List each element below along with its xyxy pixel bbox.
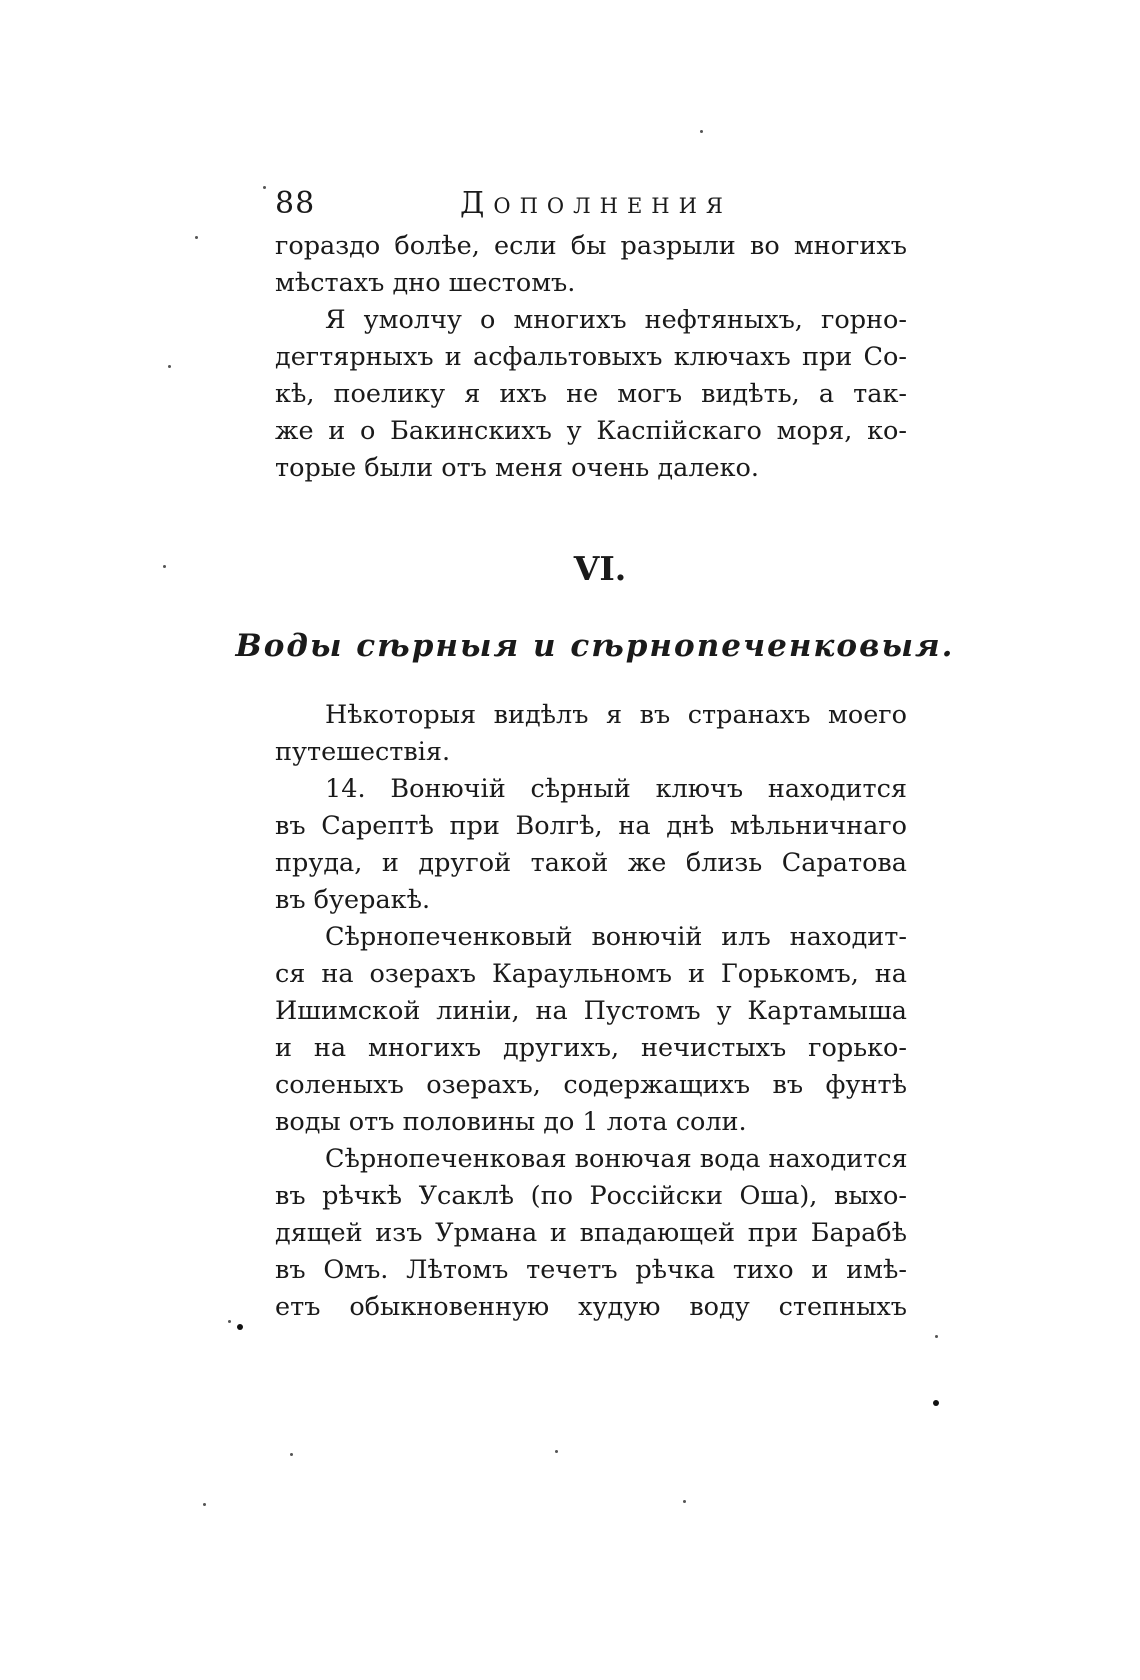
text-line: торые были отъ меня очень далеко. [275,453,760,483]
scan-speck [933,1400,939,1406]
scan-speck [555,1450,558,1453]
page-header [275,186,915,230]
text-line: въ рѣчкѣ Усаклѣ (по Россійски Оша), выхо- [275,1181,907,1211]
section-number: VI. [573,549,627,588]
text-line: въ Сарептѣ при Волгѣ, на днѣ мѣльничнаго [275,811,907,841]
text-line: Сѣрнопеченковый вонючій илъ находит- [325,922,907,952]
text-line: дегтярныхъ и асфальтовыхъ ключахъ при Со- [275,342,907,372]
scan-speck [228,1320,231,1323]
text-line: же и о Бакинскихъ у Каспійскаго моря, ко- [275,416,907,446]
scan-speck [700,130,703,133]
paragraph-block-2 [275,697,907,1326]
text-line: въ Омъ. Лѣтомъ течетъ рѣчка тихо и имѣ- [275,1255,907,1285]
text-line: дящей изъ Урмана и впадающей при Барабѣ [275,1218,907,1248]
paragraph-block-1 [275,228,907,487]
text-line: пруда, и другой такой же близь Саратова [275,848,907,878]
text-line: путешествія. [275,737,451,767]
text-line: кѣ, поелику я ихъ не могъ видѣть, а так- [275,379,907,409]
text-line: соленыхъ озерахъ, содержащихъ въ фунтѣ [275,1070,907,1100]
text-line: етъ обыкновенную худую воду степныхъ [275,1292,907,1322]
scan-speck [163,565,166,568]
text-line: Я умолчу о многихъ нефтяныхъ, горно- [325,305,907,335]
scan-speck [237,1324,243,1330]
scan-speck [203,1503,206,1506]
text-line: Сѣрнопеченковая вонючая вода находится [325,1144,908,1174]
page-number: 88 [275,186,316,221]
text-line: мѣстахъ дно шестомъ. [275,268,576,298]
text-line: Нѣкоторыя видѣлъ я въ странахъ моего [325,700,907,730]
scan-speck [195,236,198,239]
text-line: въ буеракѣ. [275,885,431,915]
text-line: воды отъ половины до 1 лота соли. [275,1107,747,1137]
section-title: Воды сѣрныя и сѣрнопеченковыя. [235,628,955,664]
scan-speck [683,1500,686,1503]
scan-speck [935,1335,938,1338]
text-line: Ишимской линіи, на Пустомъ у Картамыша [275,996,907,1026]
scan-speck [263,186,266,189]
running-head: Дополнения [460,186,732,221]
text-line: и на многихъ другихъ, нечистыхъ горько- [275,1033,907,1063]
text-line: 14. Вонючій сѣрный ключъ находится [325,774,907,804]
scan-speck [290,1453,293,1456]
scan-speck [168,365,171,368]
text-line: ся на озерахъ Караульномъ и Горькомъ, на [275,959,907,989]
text-line: гораздо болѣе, если бы разрыли во многихъ [275,231,907,261]
